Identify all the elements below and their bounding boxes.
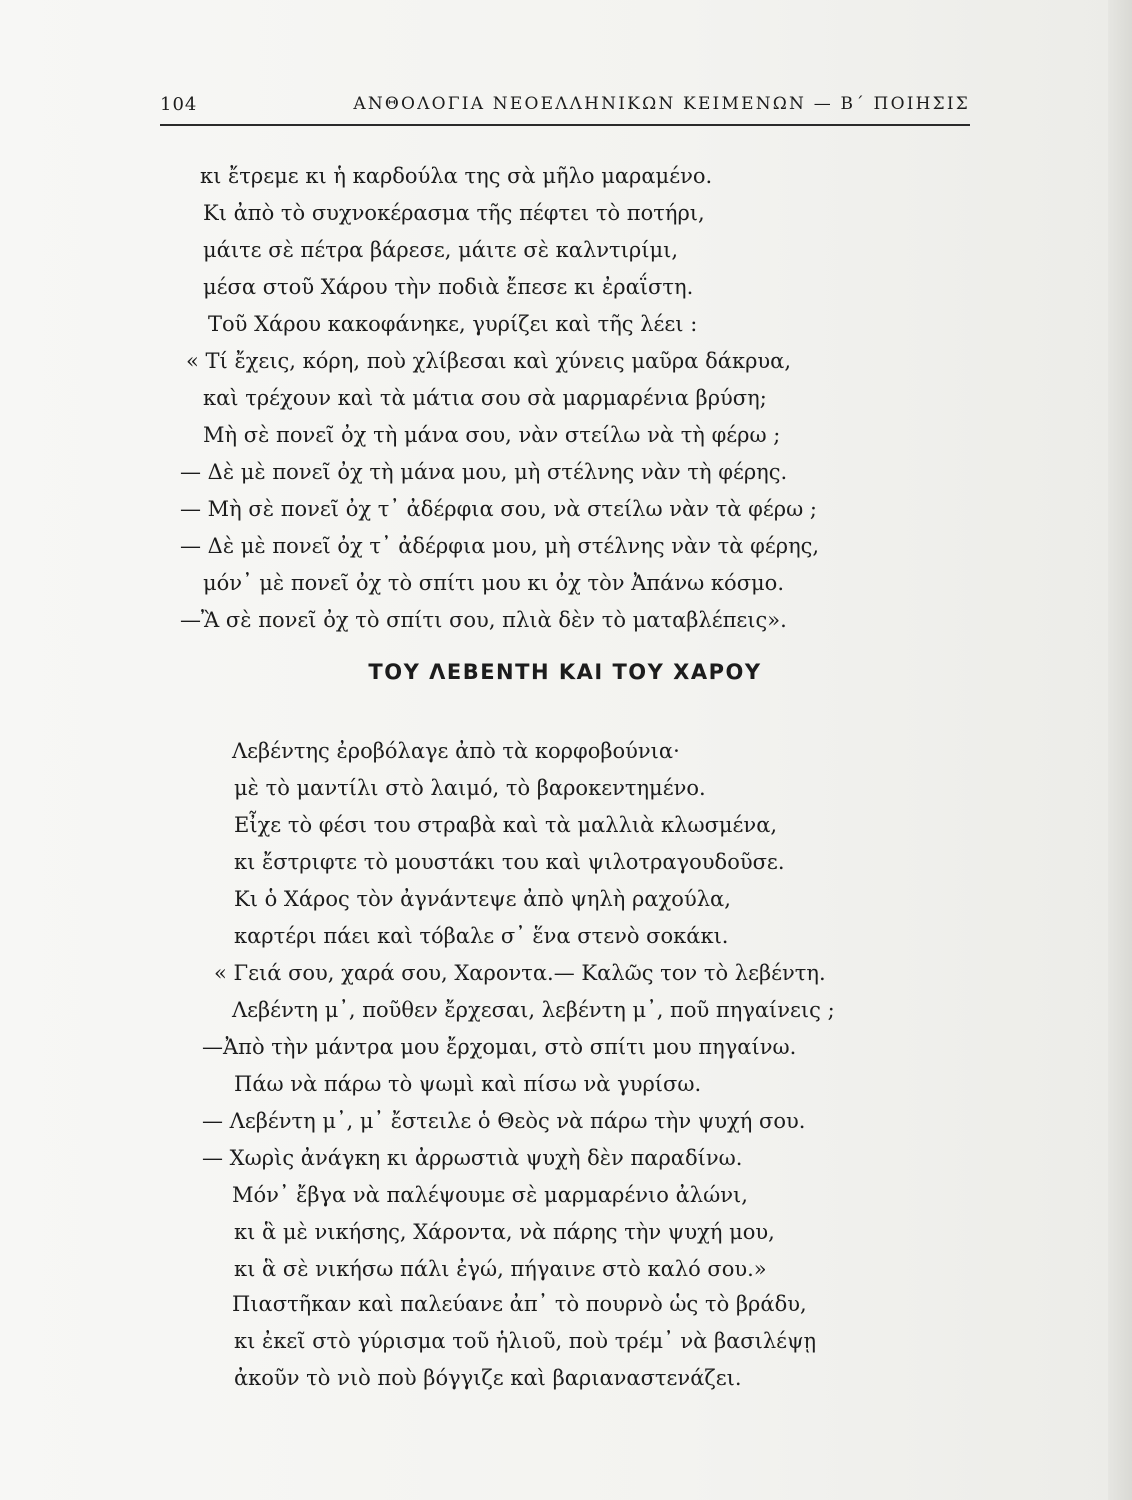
verse-line: μέσα στοῦ Χάρου τὴν ποδιὰ ἔπεσε κι ἐραΐστη. (203, 275, 694, 299)
poem-stanza-1 (180, 158, 820, 639)
verse-line: ἀκοῦν τὸ νιὸ ποὺ βόγγιζε καὶ βαριαναστενάζει. (234, 1366, 742, 1390)
verse-line: — Δὲ μὲ πονεῖ ὀχ τ᾽ ἀδέρφια μου, μὴ στέλνης νὰν τὰ φέρης, (180, 534, 820, 558)
verse-line: καὶ τρέχουν καὶ τὰ μάτια σου σὰ μαρμαρένια βρύση; (203, 386, 767, 410)
verse-line: κι ἔτρεμε κι ἡ καρδούλα της σὰ μῆλο μαραμένο. (200, 164, 713, 188)
verse-line: Τοῦ Χάρου κακοφάνηκε, γυρίζει καὶ τῆς λέει : (208, 312, 698, 336)
verse-line: Μόν᾽ ἔβγα νὰ παλέψουμε σὲ μαρμαρένιο ἀλώνι, (232, 1183, 748, 1207)
running-title: ΑΝΘΟΛΟΓΙΑ ΝΕΟΕΛΛΗΝΙΚΩΝ ΚΕΙΜΕΝΩΝ — Β΄ ΠΟΙΗΣΙΣ (353, 94, 970, 114)
verse-line: κι ἔστριφτε τὸ μουστάκι του καὶ ψιλοτραγουδοῦσε. (234, 850, 785, 874)
verse-line: « Γειά σου, χαρά σου, Χαροντα.— Καλῶς τον τὸ λεβέντη. (214, 961, 826, 985)
verse-line: μόν᾽ μὲ πονεῖ ὀχ τὸ σπίτι μου κι ὀχ τὸν Ἀπάνω κόσμο. (203, 571, 784, 595)
poem-title: ΤΟΥ ΛΕΒΕΝΤΗ ΚΑΙ ΤΟΥ ΧΑΡΟΥ (368, 660, 762, 684)
running-header (160, 84, 970, 126)
verse-line: — Δὲ μὲ πονεῖ ὀχ τὴ μάνα μου, μὴ στέλνης νὰν τὴ φέρης. (180, 460, 788, 484)
page-number: 104 (160, 94, 198, 115)
verse-line: Πιαστῆκαν καὶ παλεύανε ἀπ᾽ τὸ πουρνὸ ὡς τὸ βράδυ, (232, 1292, 807, 1316)
verse-line: — Χωρὶς ἀνάγκη κι ἀρρωστιὰ ψυχὴ δὲν παραδίνω. (202, 1146, 743, 1170)
poem-stanza-3 (200, 1286, 816, 1397)
verse-line: Πάω νὰ πάρω τὸ ψωμὶ καὶ πίσω νὰ γυρίσω. (234, 1072, 702, 1096)
poem-stanza-2 (200, 733, 835, 1288)
verse-line: —Ἂ σὲ πονεῖ ὀχ τὸ σπίτι σου, πλιὰ δὲν τὸ ματαβλέπεις». (180, 608, 787, 632)
verse-line: — Λεβέντη μ᾽, μ᾽ ἔστειλε ὁ Θεὸς νὰ πάρω τὴν ψυχή σου. (202, 1109, 806, 1133)
verse-line: κι ἐκεῖ στὸ γύρισμα τοῦ ἡλιοῦ, ποὺ τρέμ᾽ νὰ βασιλέψῃ (234, 1329, 817, 1353)
verse-line: Κι ὁ Χάρος τὸν ἀγνάντεψε ἀπὸ ψηλὴ ραχούλα, (234, 887, 731, 911)
verse-line: Εἶχε τὸ φέσι του στραβὰ καὶ τὰ μαλλιὰ κλωσμένα, (234, 813, 778, 837)
verse-line: μὲ τὸ μαντίλι στὸ λαιμό, τὸ βαροκεντημένο. (234, 776, 706, 800)
verse-line: Λεβέντη μ᾽, ποῦθεν ἔρχεσαι, λεβέντη μ᾽, ποῦ πηγαίνεις ; (232, 998, 835, 1022)
verse-line: κι ἃ σὲ νικήσω πάλι ἐγώ, πήγαινε στὸ καλό σου.» (234, 1257, 767, 1281)
verse-line: κι ἃ μὲ νικήσης, Χάροντα, νὰ πάρης τὴν ψυχή μου, (234, 1220, 775, 1244)
verse-line: καρτέρι πάει καὶ τόβαλε σ᾽ ἕνα στενὸ σοκάκι. (234, 924, 729, 948)
verse-line: « Τί ἔχεις, κόρη, ποὺ χλίβεσαι καὶ χύνεις μαῦρα δάκρυα, (186, 349, 792, 373)
verse-line: Λεβέντης ἐροβόλαγε ἀπὸ τὰ κορφοβούνια· (232, 739, 680, 763)
verse-line: Μὴ σὲ πονεῖ ὀχ τὴ μάνα σου, νὰν στείλω νὰ τὴ φέρω ; (203, 423, 781, 447)
verse-line: —Ἀπὸ τὴν μάντρα μου ἔρχομαι, στὸ σπίτι μου πηγαίνω. (202, 1035, 797, 1059)
verse-line: Κι ἀπὸ τὸ συχνοκέρασμα τῆς πέφτει τὸ ποτήρι, (203, 201, 705, 225)
page-gutter (1108, 0, 1132, 1500)
verse-line: — Μὴ σὲ πονεῖ ὀχ τ᾽ ἀδέρφια σου, νὰ στείλω νὰν τὰ φέρω ; (180, 497, 817, 521)
verse-line: μάιτε σὲ πέτρα βάρεσε, μάιτε σὲ καλντιρίμι, (203, 238, 679, 262)
